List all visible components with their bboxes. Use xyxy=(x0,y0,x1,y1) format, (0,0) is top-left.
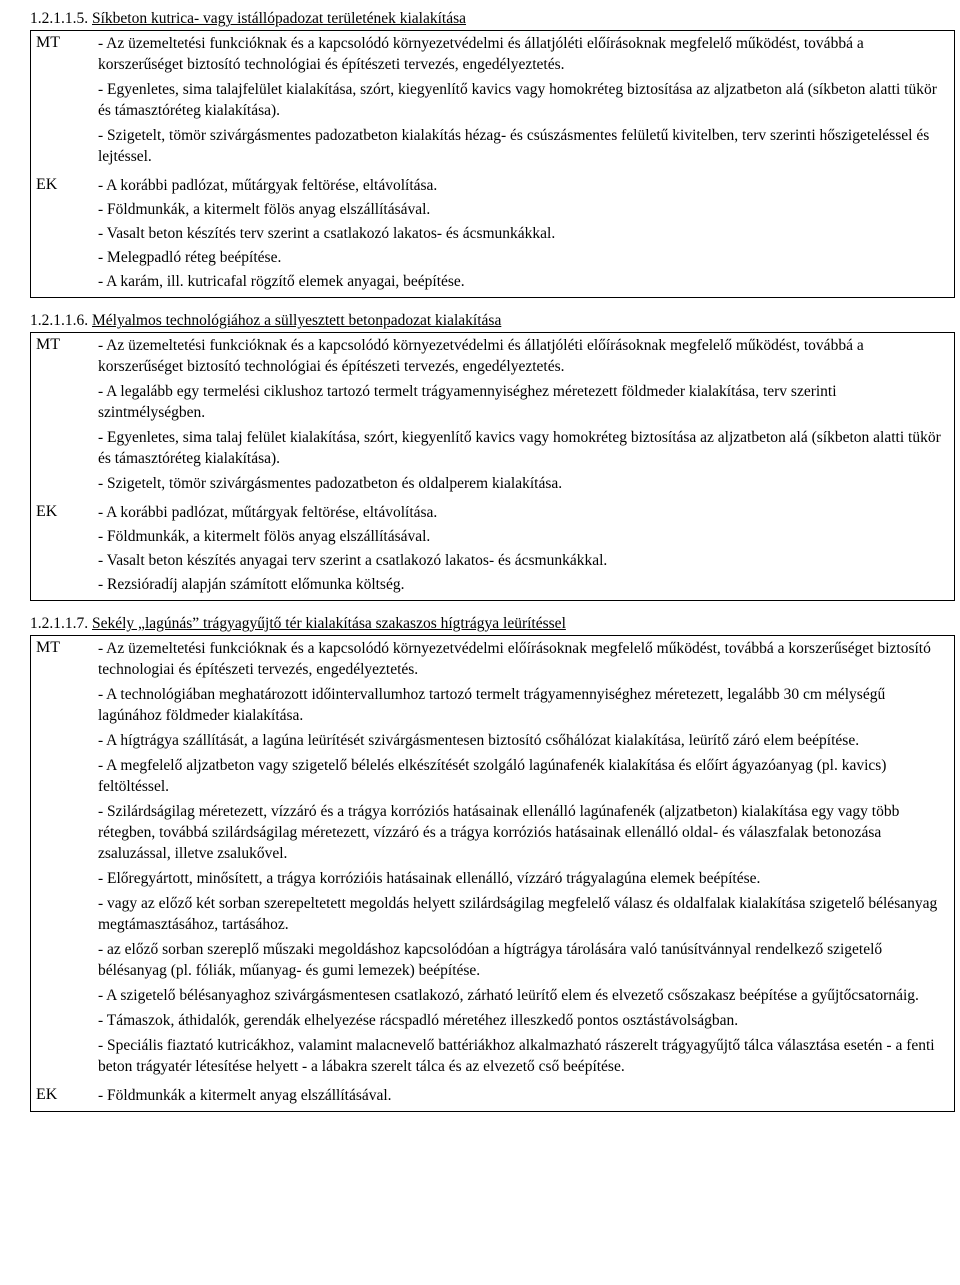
section-heading xyxy=(0,609,960,635)
list-item: - Az üzemeltetési funkcióknak és a kapcsolódó környezetvédelmi és állatjóléti előírásoknak megfelelő működést, továbbá a korszerűséget biztosító technológiai és építészeti tervezés, engedélyeztetés. xyxy=(98,337,864,375)
list-item: - A szigetelő bélésanyaghoz szivárgásmentesen csatlakozó, zárható leürítő elem és elvezető csőszakasz beépítése a gyűjtőcsatornáig. xyxy=(98,987,919,1004)
mt-content xyxy=(98,333,955,501)
list-item: - Előregyártott, minősített, a trágya korrózióis hatásainak ellenálló, vízzáró trágyalagúna elemek beépítése. xyxy=(98,870,761,887)
list-item: - Az üzemeltetési funkcióknak és a kapcsolódó környezetvédelmi és állatjóléti előírásoknak megfelelő működést, továbbá a korszerűséget biztosító technológiai és építészeti tervezés, engedélyeztetés. xyxy=(98,35,864,73)
list-item: - az előző sorban szereplő műszaki megoldáshoz kapcsolódóan a hígtrágya tárolására való tanúsítvánnyal rendelkező szigetelő bélésanyag (pl. fóliák, műanyag- és gumi lemezek) beépítése. xyxy=(98,941,883,979)
mt-label: MT xyxy=(36,34,60,51)
list-item: - Egyenletes, sima talajfelület kialakítása, szórt, kiegyenlítő kavics vagy homokréteg biztosítása az aljzatbeton alá (síkbeton alatti tükör és támasztóréteg kialakítása). xyxy=(98,81,937,119)
section-title: Síkbeton kutrica- vagy istállópadozat területének kialakítása xyxy=(92,10,467,27)
list-item: - Vasalt beton készítés terv szerint a csatlakozó lakatos- és ácsmunkákkal. xyxy=(98,225,556,242)
list-item: - A korábbi padlózat, műtárgyak feltörése, eltávolítása. xyxy=(98,504,438,521)
list-item: - Az üzemeltetési funkcióknak és a kapcsolódó környezetvédelmi előírásoknak megfelelő működést, továbbá a korszerűséget biztosító technologiai és építészeti tervezés, engedélyeztetés. xyxy=(98,640,931,678)
list-item: - Földmunkák, a kitermelt fölös anyag elszállításával. xyxy=(98,528,431,545)
ek-label: EK xyxy=(36,1086,58,1103)
section-title: Mélyalmos technológiához a süllyesztett betonpadozat kialakítása xyxy=(92,312,502,329)
list-item: - Szigetelt, tömör szivárgásmentes padozatbeton és oldalperem kialakítása. xyxy=(98,475,563,492)
list-item: - A legalább egy termelési ciklushoz tartozó termelt trágyamennyiséghez méretezett földmeder kialakítása, terv szerinti szintmélységben. xyxy=(98,383,837,421)
ek-label: EK xyxy=(36,503,58,520)
section-number: 1.2.1.1.6. xyxy=(30,312,89,329)
list-item: - A hígtrágya szállítását, a lagúna leürítését szivárgásmentesen biztosító csőhálózat kialakítása, leürítő záró elem beépítése. xyxy=(98,732,860,749)
list-item: - Támaszok, áthidalók, gerendák elhelyezése rácspadló méretéhez illeszkedő pontos osztástávolságban. xyxy=(98,1012,739,1029)
list-item: - A technológiában meghatározott időintervallumhoz tartozó termelt trágyamennyiséghez méretezett, legalább 30 cm mélységű lagúnához földmeder kialakítása. xyxy=(98,686,886,724)
ek-content xyxy=(98,173,955,298)
list-item: - Földmunkák a kitermelt anyag elszállításával. xyxy=(98,1087,392,1104)
section-number: 1.2.1.1.5. xyxy=(30,10,89,27)
section-heading xyxy=(0,306,960,332)
section-table xyxy=(30,30,955,298)
mt-content xyxy=(98,31,955,174)
mt-label: MT xyxy=(36,639,60,656)
list-item: - vagy az előző két sorban szerepeltetett megoldás helyett szilárdságilag megfelelő válasz és oldalfalak kialakítása szigetelő bélésanyag megtámasztásához, tartásához. xyxy=(98,895,938,933)
list-item: - Speciális fiaztató kutricákhoz, valamint malacnevelő battériákhoz alkalmazható rászerelt trágyagyűjtő tálca választása esetén - a fenti beton trágyatér létesítése helyett - a lábakra szerelt tálca és az elvezető cső beépítése. xyxy=(98,1037,935,1075)
list-item: - A megfelelő aljzatbeton vagy szigetelő bélelés elkészítését szolgáló lagúnafenék kialakítása és előírt ágyazóanyag (pl. kavics) feltöltéssel. xyxy=(98,757,887,795)
list-item: - Szilárdságilag méretezett, vízzáró és a trágya korróziós hatásainak ellenálló lagúnafenék (aljzatbeton) kialakítása egy vagy több rétegben, továbbá szilárdságilag méretezett, vízzáró és a trágya korróziós hatásainak ellenálló oldal- és válaszfalak betonozása zsaluzással, illetve zsalukővel. xyxy=(98,803,900,862)
section-number: 1.2.1.1.7. xyxy=(30,615,89,632)
section-heading xyxy=(0,4,960,30)
mt-label: MT xyxy=(36,336,60,353)
list-item: - Rezsióradíj alapján számított előmunka költség. xyxy=(98,576,405,593)
section-table xyxy=(30,635,955,1112)
list-item: - A karám, ill. kutricafal rögzítő elemek anyagai, beépítése. xyxy=(98,273,465,290)
ek-content xyxy=(98,1083,955,1112)
ek-label: EK xyxy=(36,176,58,193)
section-table xyxy=(30,332,955,601)
list-item: - A korábbi padlózat, műtárgyak feltörése, eltávolítása. xyxy=(98,177,438,194)
mt-content xyxy=(98,636,955,1084)
list-item: - Melegpadló réteg beépítése. xyxy=(98,249,282,266)
list-item: - Földmunkák, a kitermelt fölös anyag elszállításával. xyxy=(98,201,431,218)
list-item: - Vasalt beton készítés anyagai terv szerint a csatlakozó lakatos- és ácsmunkákkal. xyxy=(98,552,608,569)
list-item: - Szigetelt, tömör szivárgásmentes padozatbeton kialakítás hézag- és csúszásmentes felületű kivitelben, terv szerinti hőszigeteléssel és lejtéssel. xyxy=(98,127,930,165)
section-title: Sekély „lagúnás” trágyagyűjtő tér kialakítása szakaszos hígtrágya leürítéssel xyxy=(92,615,566,632)
ek-content xyxy=(98,500,955,601)
list-item: - Egyenletes, sima talaj felület kialakítása, szórt, kiegyenlítő kavics vagy homokréteg biztosítása az aljzatbeton alá (síkbeton alatti tükör és támasztóréteg kialakítása). xyxy=(98,429,941,467)
